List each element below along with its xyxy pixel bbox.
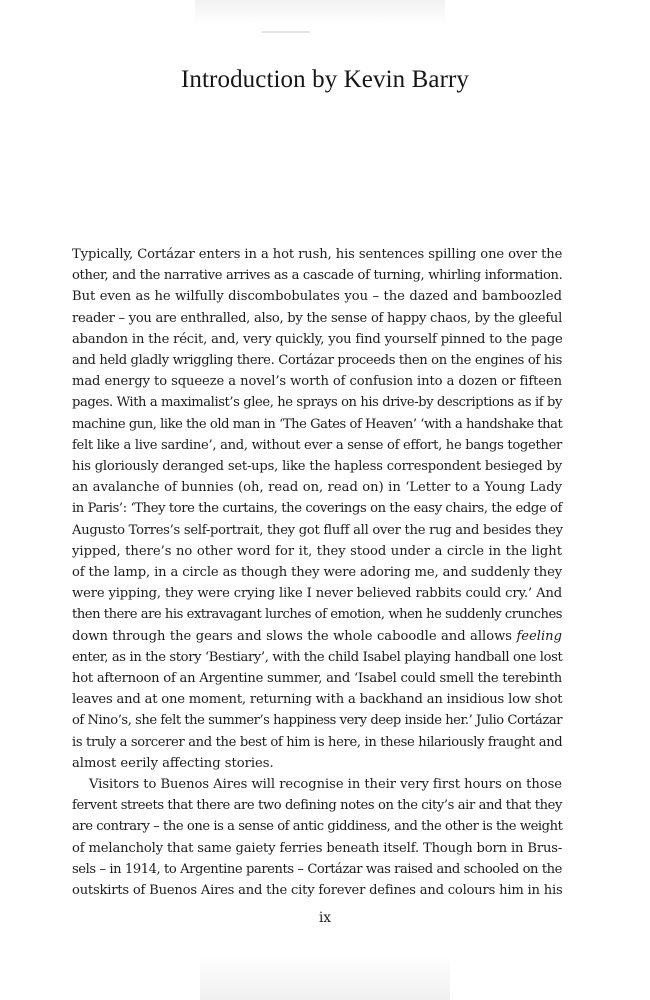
scan-shadow-top bbox=[195, 0, 445, 26]
text-line: almost eerily affecting stories. bbox=[72, 755, 274, 771]
text-line-with-italic bbox=[72, 626, 562, 647]
paragraph-1 bbox=[72, 244, 562, 774]
text-line: other, and the narrative arrives as a cascade of turning, whirling information. bbox=[72, 268, 563, 284]
text-line: leaves and at one moment, returning with a backhand an insidious low shot bbox=[72, 692, 563, 708]
scan-shadow-bottom bbox=[200, 955, 450, 1000]
text-line: Typically, Cortázar enters in a hot rush, his sentences spilling one over the bbox=[72, 247, 563, 262]
text-line: are contrary – the one is a sense of antic giddiness, and the other is the weight bbox=[72, 819, 563, 835]
text-line: pages. With a maximalist’s glee, he sprays on his drive-by descriptions as if by bbox=[72, 395, 562, 411]
text-line: reader – you are enthralled, also, by the sense of happy chaos, by the gleeful bbox=[72, 310, 562, 326]
text-line: abandon in the récit, and, very quickly, you find yourself pinned to the page bbox=[72, 331, 563, 347]
paragraph-2 bbox=[72, 774, 562, 901]
text-line: yipped, there’s no other word for it, they stood under a circle in the light bbox=[72, 543, 562, 559]
text-line: of the lamp, in a circle as though they were adoring me, and suddenly they bbox=[72, 565, 562, 581]
italic-word: feeling bbox=[516, 628, 562, 644]
text-line: felt like a live sardine’, and, without ever a sense of effort, he bangs together bbox=[72, 437, 562, 453]
text-line: of melancholy that same gaiety ferries beneath itself. Though born in Brus- bbox=[72, 840, 563, 856]
text-line: then there are his extravagant lurches of emotion, when he suddenly crunches bbox=[72, 607, 563, 623]
text-line: outskirts of Buenos Aires and the city forever defines and colours him in his bbox=[72, 883, 563, 899]
text-line: hot afternoon of an Argentine summer, and ‘Isabel could smell the terebinth bbox=[72, 671, 562, 687]
scan-mark-top bbox=[262, 31, 310, 33]
text-line: his gloriously deranged set-ups, like the hapless correspondent besieged by bbox=[72, 459, 562, 475]
page-title: Introduction by Kevin Barry bbox=[180, 66, 470, 93]
text-line: is truly a sorcerer and the best of him is here, in these hilariously fraught and bbox=[72, 734, 563, 750]
text-line: mad energy to squeeze a novel’s worth of confusion into a dozen or fifteen bbox=[72, 374, 562, 390]
text-line: in Paris’: ‘They tore the curtains, the coverings on the easy chairs, the edge of bbox=[72, 501, 562, 517]
text-line: But even as he wilfully discombobulates you – the dazed and bamboozled bbox=[72, 289, 562, 305]
text-line: enter, as in the story ‘Bestiary’, with the child Isabel playing handball one lost bbox=[72, 649, 563, 665]
text-line: fervent streets that there are two defining notes on the city’s air and that they bbox=[72, 798, 563, 814]
text-line: machine gun, like the old man in ‘The Gates of Heaven’ ‘with a handshake that bbox=[72, 416, 563, 432]
text-line: of Nino’s, she felt the summer’s happiness very deep inside her.’ Julio Cortázar bbox=[72, 713, 562, 729]
text-line: and held gladly wriggling there. Cortázar proceeds then on the engines of his bbox=[72, 353, 562, 369]
text-line: were yipping, they were crying like I never believed rabbits could cry.’ And bbox=[72, 586, 562, 602]
text-line: Augusto Torres’s self-portrait, they got fluff all over the rug and besides they bbox=[72, 522, 563, 538]
text-line: sels – in 1914, to Argentine parents – Cortázar was raised and schooled on the bbox=[72, 861, 562, 877]
text-line: an avalanche of bunnies (oh, read on, read on) in ‘Letter to a Young Lady bbox=[72, 480, 562, 496]
page-number: ix bbox=[319, 910, 331, 926]
text-line: Visitors to Buenos Aires will recognise in their very first hours on those bbox=[89, 777, 562, 793]
text-segment: down through the gears and slows the whole caboodle and allows bbox=[72, 628, 513, 644]
body-text bbox=[72, 244, 562, 901]
